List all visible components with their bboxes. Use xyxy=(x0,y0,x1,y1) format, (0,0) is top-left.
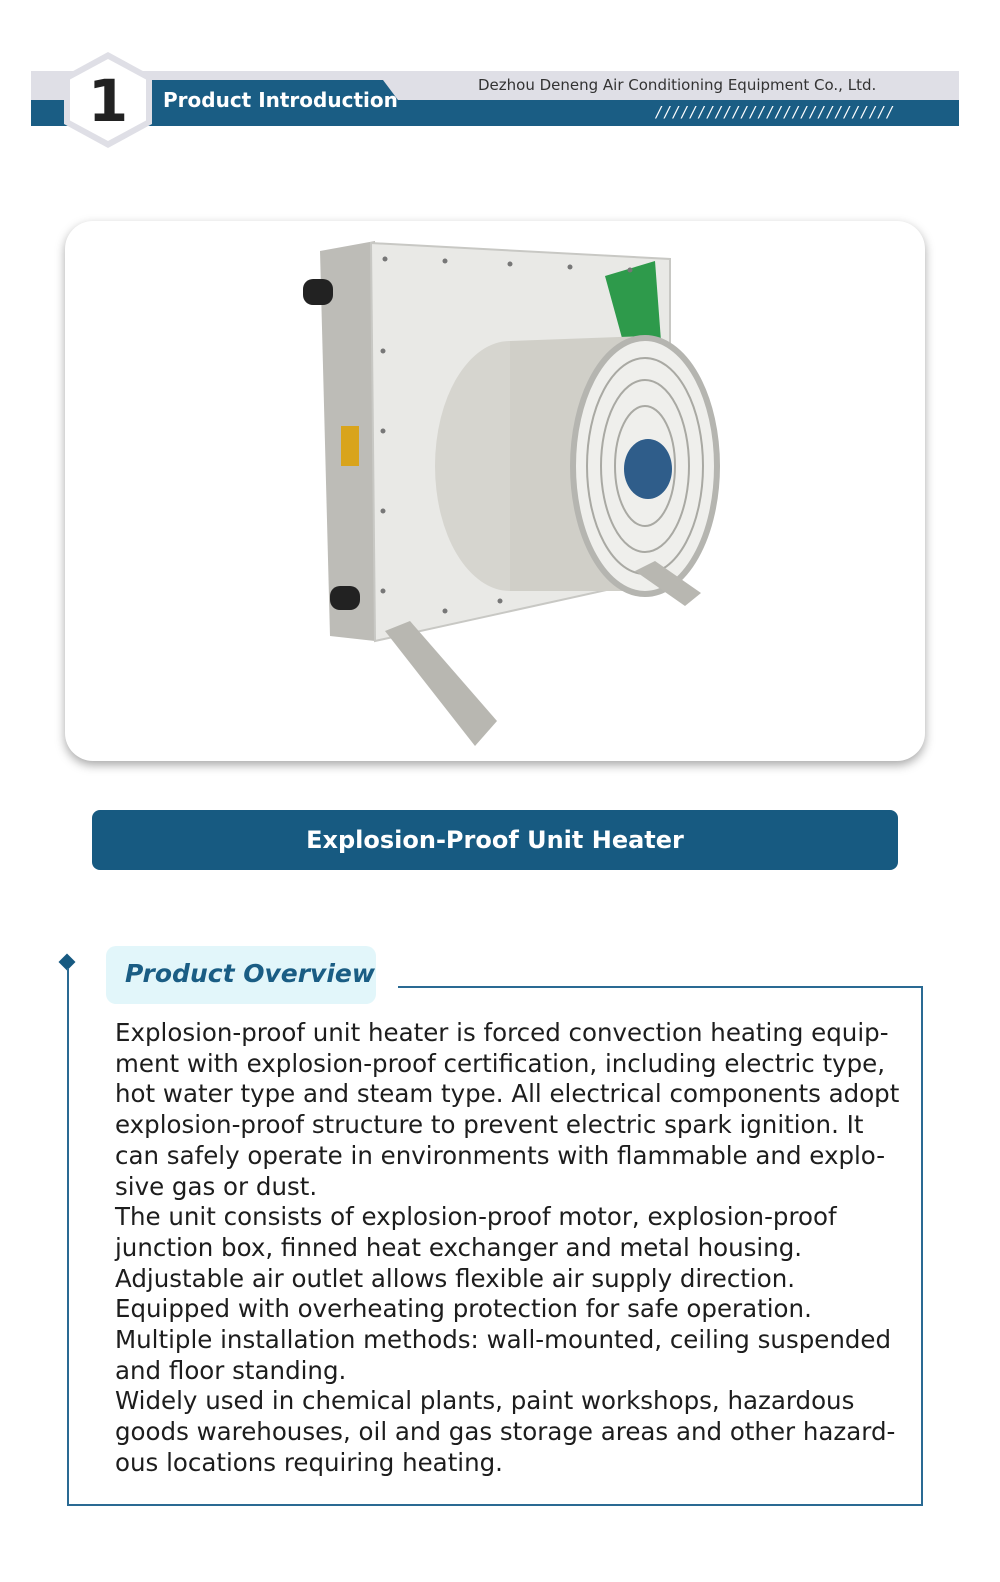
overview-line: Adjustable air outlet allows flexible air supply direction. xyxy=(115,1263,796,1293)
overview-line: junction box, finned heat exchanger and metal housing. xyxy=(115,1232,803,1262)
overview-line: sive gas or dust. xyxy=(115,1171,318,1201)
overview-line: and floor standing. xyxy=(115,1355,347,1385)
overview-line: The unit consists of explosion-proof motor, explosion-proof xyxy=(115,1202,837,1232)
product-name: Explosion-Proof Unit Heater xyxy=(306,826,684,854)
overview-line: can safely operate in environments with flammable and explo- xyxy=(115,1140,886,1170)
product-image-card xyxy=(65,221,925,761)
overview-line: ment with explosion-proof certification, including electric type, xyxy=(115,1048,886,1078)
inlet-pipe xyxy=(303,279,333,305)
motor xyxy=(624,439,672,499)
section-number: 1 xyxy=(87,67,129,135)
company-name: Dezhou Deneng Air Conditioning Equipment Co., Ltd. xyxy=(478,76,877,94)
warning-sticker xyxy=(341,426,359,466)
overview-frame-top xyxy=(398,986,923,988)
overview-frame-right xyxy=(921,986,923,1506)
overview-line: explosion-proof structure to prevent electric spark ignition. It xyxy=(115,1110,864,1140)
outlet-pipe xyxy=(330,586,360,610)
overview-frame-bottom xyxy=(67,1504,923,1506)
overview-line: Multiple installation methods: wall-mounted, ceiling suspended xyxy=(115,1325,892,1355)
overview-line: ous locations requiring heating. xyxy=(115,1447,503,1477)
overview-body xyxy=(115,1018,900,1479)
section-title: Product Introduction xyxy=(163,88,398,112)
floor-leg-front xyxy=(385,621,497,746)
overview-line: goods warehouses, oil and gas storage areas and other hazard- xyxy=(115,1417,896,1447)
overview-line: hot water type and steam type. All electrical components adopt xyxy=(115,1079,900,1109)
header-slash-decoration: //////////////////////////// xyxy=(656,103,896,121)
overview-heading: Product Overview xyxy=(125,959,375,988)
overview-frame-left xyxy=(67,968,69,1506)
product-title-bar xyxy=(92,810,898,870)
product-image xyxy=(65,221,925,761)
overview-line: Widely used in chemical plants, paint workshops, hazardous xyxy=(115,1386,855,1416)
overview-line: Equipped with overheating protection for safe operation. xyxy=(115,1294,812,1324)
overview-line: Explosion-proof unit heater is forced convection heating equip- xyxy=(115,1018,889,1047)
